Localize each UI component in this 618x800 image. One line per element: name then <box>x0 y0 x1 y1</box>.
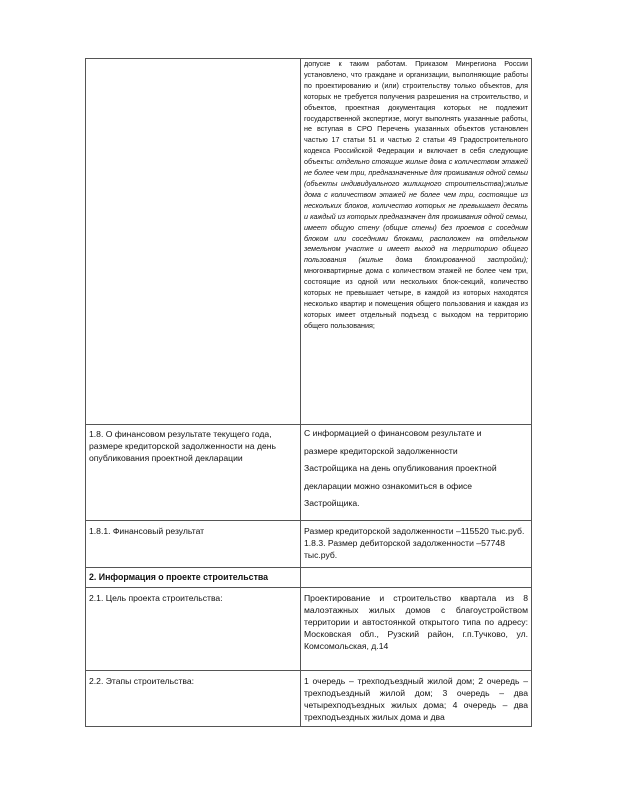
construction-stages-value: 1 очередь – трехподъездный жилой дом; 2 очередь – трехподъездный жилой дом; 3 очередь – два четырехподъездных жилых дома; 4 очередь – два трехподъездных жилых дома и два <box>301 671 532 727</box>
declaration-table <box>85 58 532 727</box>
table-row <box>86 521 532 568</box>
permit-text <box>304 59 528 332</box>
payables-cell: Размер кредиторской задолженности –115520 тыс.руб. 1.8.3. Размер дебиторской задолженности –57748 тыс.руб. <box>301 521 532 568</box>
permit-paragraph: допуске к таким работам. Приказом Минрегиона России установлено, что граждане и организации, выполняющие работы по проектированию и (или) строительству только объектов, для которых не требуется получения разрешения на строительство, и объектов, проектная документация которых не подлежит государственной экспертизе, могут выполнять указанные работы, не вступая в СРО Перечень указанных объектов установлен частью 17 статьи 51 и частью 2 статьи 49 Градостроительного кодекса Российской Федерации и включает в себя следующие объекты: <box>304 59 528 167</box>
table-row <box>86 671 532 727</box>
empty-cell <box>301 568 532 588</box>
financial-result-sub-label: 1.8.1. Финансовый результат <box>86 521 301 568</box>
construction-permit-cell <box>301 59 532 425</box>
financial-result-value <box>301 425 532 521</box>
financial-result-text: С информацией о финансовом результате и размере кредиторской задолженности Застройщика на день опубликования проектной декларации можно ознакомиться в офисе Застройщика. <box>304 428 497 508</box>
table-row <box>86 425 532 521</box>
section-heading: 2. Информация о проекте строительства <box>86 568 301 588</box>
empty-cell <box>86 59 301 425</box>
construction-stages-label: 2.2. Этапы строительства: <box>86 671 301 727</box>
project-goal-value: Проектирование и строительство квартала из 8 малоэтажных жилых домов с благоустройством территории и автостоянкой открытого типа по адресу: Московская обл., Рузский район, г.п.Тучково, ул. Комсомольская, д.14 <box>301 588 532 671</box>
permit-italic-list: отдельно стоящие жилые дома с количеством этажей не более чем три, предназначенные для проживания одной семьи (объекты индивидуального жилищного строительства);жилые дома с количеством этажей не более чем три, состоящие из нескольких блоков, количество которых не превышает десять и каждый из которых предназначен для проживания одной семьи, имеет общую стену (общие стены) без проемов с соседним блоком или соседними блоками, расположен на отдельном земельном участке и имеет выход на территорию общего пользования (жилые дома блокированной застройки); <box>304 157 528 265</box>
table-row <box>86 59 532 425</box>
document-page <box>85 58 531 727</box>
table-row <box>86 568 532 588</box>
table-row <box>86 588 532 671</box>
financial-result-label: 1.8. О финансовом результате текущего года, размере кредиторской задолженности на день опубликования проектной декларации <box>86 425 301 521</box>
project-goal-label: 2.1. Цель проекта строительства: <box>86 588 301 671</box>
permit-paragraph-2: многоквартирные дома с количеством этажей не более чем три, состоящие из одной или нескольких блок-секций, количество которых не превышает четыре, в каждой из которых находятся несколько квартир и помещения общего пользования и каждая из которых имеет отдельный подъезд с выходом на территорию общего пользования; <box>304 266 528 330</box>
